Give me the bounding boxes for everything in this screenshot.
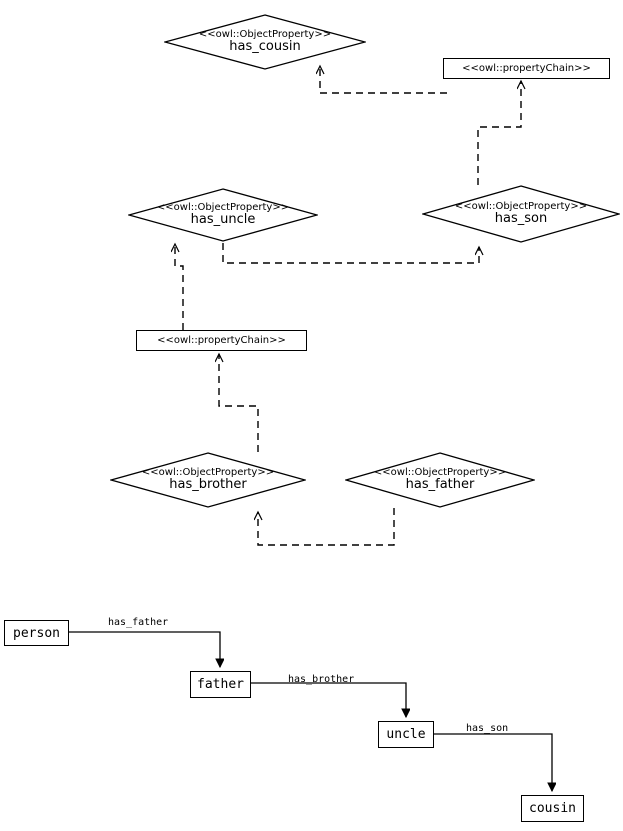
edge-label-has-brother xyxy=(288,674,354,685)
property-chain-label: <<owl::propertyChain>> xyxy=(157,335,286,346)
link-has-brother-to-chain-mid xyxy=(219,354,258,452)
stereotype-label: <<owl::ObjectProperty>> xyxy=(373,466,507,478)
property-name: has_father xyxy=(405,477,475,493)
stereotype-label: <<owl::ObjectProperty>> xyxy=(141,466,275,478)
property-chain-label: <<owl::propertyChain>> xyxy=(462,63,591,74)
property-chain-mid[interactable] xyxy=(136,330,307,351)
edge-label-has-father xyxy=(108,617,168,628)
object-property-has-son[interactable] xyxy=(422,185,620,243)
property-name: has_son xyxy=(494,211,548,227)
stereotype-label: <<owl::ObjectProperty>> xyxy=(454,200,588,212)
link-has-uncle-to-has-son xyxy=(223,243,479,263)
link-chain-mid-to-has-uncle xyxy=(175,244,183,330)
edge-label-has-son xyxy=(466,723,508,734)
object-property-has-father[interactable] xyxy=(345,452,535,508)
instance-label: father xyxy=(197,677,244,692)
instance-label: person xyxy=(13,625,60,641)
stereotype-label: <<owl::ObjectProperty>> xyxy=(198,28,332,40)
stereotype-label: <<owl::ObjectProperty>> xyxy=(156,201,290,213)
instance-label: cousin xyxy=(529,801,576,816)
property-name: has_uncle xyxy=(190,212,256,228)
property-name: has_cousin xyxy=(229,39,301,55)
edge-label-text: has_son xyxy=(466,723,509,734)
object-property-has-cousin[interactable] xyxy=(164,14,366,70)
instance-person[interactable] xyxy=(4,620,69,646)
edge-uncle-cousin xyxy=(434,734,552,791)
instance-uncle[interactable] xyxy=(378,721,434,748)
property-name: has_brother xyxy=(169,477,247,493)
object-property-has-brother[interactable] xyxy=(110,452,306,508)
edge-father-uncle xyxy=(251,683,406,717)
edge-label-text: has_brother xyxy=(288,674,355,685)
link-has-son-to-chain-top xyxy=(478,81,521,185)
edge-label-text: has_father xyxy=(108,617,169,628)
property-chain-top[interactable] xyxy=(443,58,610,79)
link-has-father-to-has-brother xyxy=(258,508,394,545)
instance-father[interactable] xyxy=(190,671,251,698)
object-property-has-uncle[interactable] xyxy=(128,188,318,242)
link-chain-top-to-has-cousin xyxy=(320,66,447,93)
instance-label: uncle xyxy=(386,727,426,742)
instance-cousin[interactable] xyxy=(521,795,584,822)
edge-person-father xyxy=(69,632,220,667)
